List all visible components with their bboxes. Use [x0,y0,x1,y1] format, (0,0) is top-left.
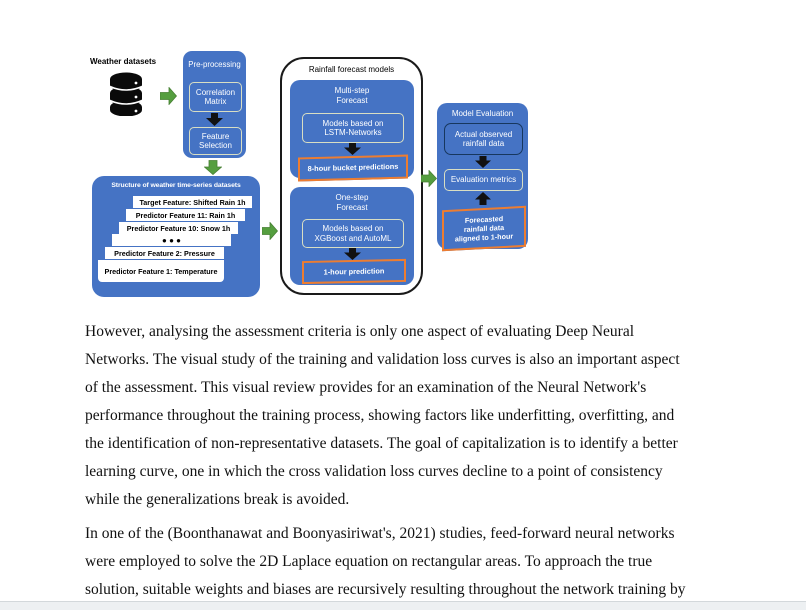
paragraph-line: performance throughout the training process, showing factors like underfitting, overfitting, and [85,407,675,424]
xgboost-model-box [302,219,404,248]
paragraph-line: the identification of non-representative datasets. The goal of capitalization is to identify a better [85,435,678,452]
body-paragraph-1 [85,318,680,514]
black-arrow-down-icon [344,248,361,260]
structure-title: Structure of weather time-series datasets [111,182,241,189]
forecasted-line3: aligned to 1-hour [454,231,514,244]
paragraph-line: solution, suitable weights and biases are recursively resulting throughout the network training by [85,581,686,598]
feature-card: Predictor Feature 11: Rain 1h [126,209,245,221]
paragraph-line: of the assessment. This visual review provides for an examination of the Neural Network's [85,379,647,396]
green-arrow-right-icon [421,170,437,187]
actual-data-line1: Actual observed [454,129,513,139]
paragraph-line: However, analysing the assessment criteria is only one aspect of evaluating Deep Neural [85,323,635,340]
black-arrow-down-icon [206,113,223,126]
one-step-title-line1: One-step [335,193,369,202]
one-step-title-line2: Forecast [336,202,368,212]
evaluation-metrics-box: Evaluation metrics [444,169,523,191]
paragraph-line: Networks. The visual study of the training and validation loss curves is also an important aspect [85,351,680,368]
xgboost-model-line2: XGBoost and AutoML [314,233,392,243]
structure-box [92,176,260,297]
paragraph-line: were employed to solve the 2D Laplace equation on rectangular areas. To approach the true [85,553,653,570]
actual-data-box [444,123,523,155]
black-arrow-up-icon [475,192,491,205]
preprocessing-title: Pre-processing [188,60,241,69]
evaluation-box [437,103,528,249]
feature-card: Predictor Feature 1: Temperature [98,260,224,282]
multi-step-box [290,80,414,178]
xgboost-model-line1: Models based on [322,224,384,234]
lstm-model-box [302,113,404,143]
forecast-title: Rainfall forecast models [308,65,395,74]
multi-step-title [290,80,414,105]
feature-selection-line1: Feature [201,131,230,141]
ellipsis-dots: ● ● ● [112,234,231,246]
paragraph-line: while the generalizations break is avoided. [85,491,350,508]
actual-data-line2: rainfall data [462,139,505,148]
database-icon [108,72,144,121]
multi-step-title-line1: Multi-step [334,86,370,95]
one-hour-output-box: 1-hour prediction [302,259,406,284]
evaluation-title: Model Evaluation [451,109,514,118]
black-arrow-down-icon [344,143,361,155]
green-arrow-right-icon [262,222,278,240]
paragraph-line: learning curve, one in which the cross validation loss curves decline to a point of consistency [85,463,663,480]
feature-card: Predictor Feature 10: Snow 1h [119,222,238,234]
lstm-model-line1: Models based on [322,118,384,128]
green-arrow-right-icon [160,87,177,105]
forecasted-line2: rainfall data [463,222,505,235]
feature-selection-box [189,127,242,155]
body-paragraph-2 [85,520,686,604]
feature-card: Predictor Feature 2: Pressure [105,247,224,259]
lstm-model-line2: LSTM-Networks [324,128,382,137]
one-step-title [290,187,414,212]
correlation-matrix-box [189,82,242,112]
green-arrow-down-icon [204,160,222,175]
feature-card: Target Feature: Shifted Rain 1h [133,196,252,208]
forecast-container [280,57,423,295]
one-step-box [290,187,414,285]
paragraph-line: In one of the (Boonthanawat and Boonyasiriwat's, 2021) studies, feed-forward neural networks [85,525,675,542]
feature-selection-line2: Selection [199,141,232,150]
eight-hour-output-box: 8-hour bucket predictions [298,155,408,182]
forecasted-line1: Forecasted [464,213,504,226]
preprocessing-box [183,51,246,158]
correlation-matrix-line2: Matrix [204,97,227,106]
correlation-matrix-line1: Correlation [195,87,236,97]
forecasted-data-box [442,206,526,251]
bottom-bar [0,601,806,610]
black-arrow-down-icon [475,156,491,168]
multi-step-title-line2: Forecast [336,95,368,105]
weather-datasets-label: Weather datasets [90,57,157,66]
